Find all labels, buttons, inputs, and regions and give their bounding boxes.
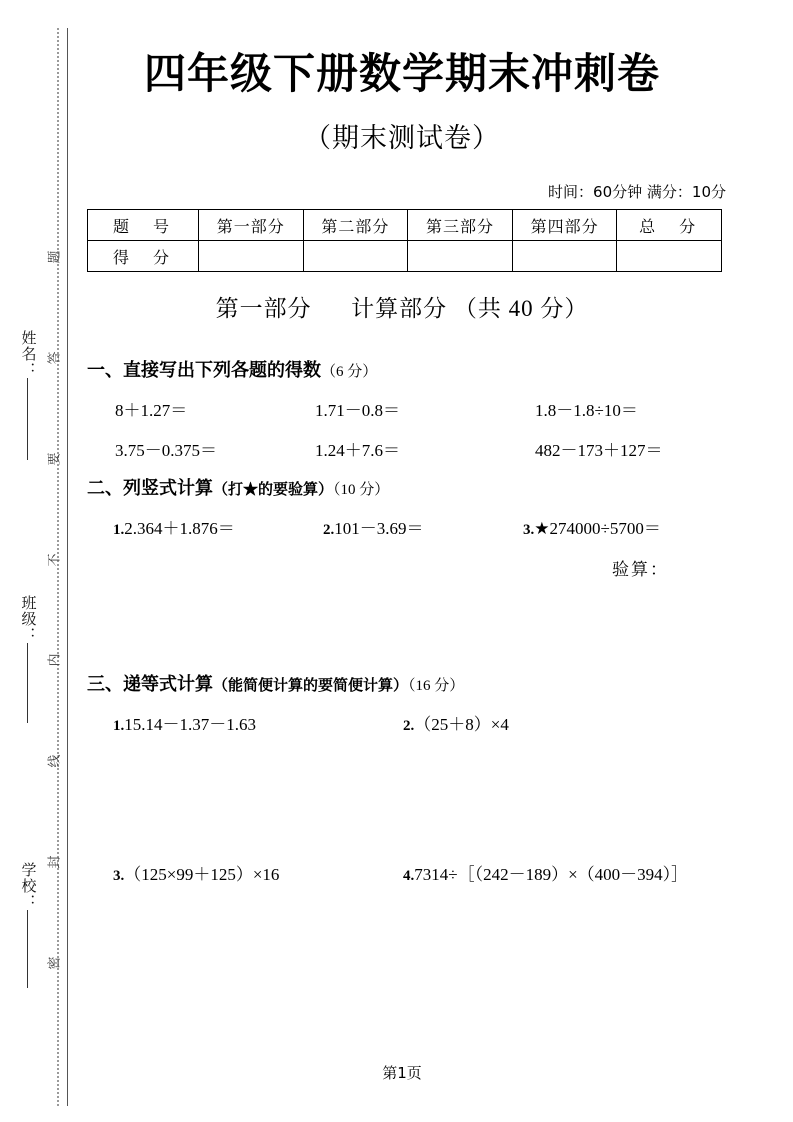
score-cell[interactable] xyxy=(303,241,408,272)
seal-char: 要 xyxy=(46,452,62,466)
question-3-row xyxy=(87,712,787,739)
score-table-row-label: 得 分 xyxy=(88,241,199,272)
exercise-item[interactable] xyxy=(323,516,523,543)
student-school-field[interactable] xyxy=(14,862,40,988)
score-cell[interactable] xyxy=(408,241,513,272)
verify-label: 验算： xyxy=(612,560,669,579)
question-block-1 xyxy=(87,358,787,464)
question-3-heading xyxy=(87,672,787,698)
page-subtitle: （期末测试卷） xyxy=(304,123,500,154)
student-school-rule xyxy=(27,910,28,988)
exercise-number: 2. xyxy=(403,718,415,734)
exercise-item[interactable]: 1.8－1.8÷10＝ xyxy=(535,401,638,420)
seal-margin xyxy=(0,0,72,1122)
question-3-note: （能简便计算的要简便计算） xyxy=(213,678,409,694)
exercise-item[interactable] xyxy=(87,516,323,543)
seal-vertical-text xyxy=(44,250,66,970)
exercise-item[interactable] xyxy=(403,712,703,739)
exercise-item[interactable]: 8＋1.27＝ xyxy=(115,401,188,420)
question-1-row xyxy=(87,438,787,464)
seal-char: 线 xyxy=(46,754,62,768)
exercise-expression: 101－3.69＝ xyxy=(334,519,424,538)
exercise-number: 3. xyxy=(113,868,125,884)
seal-char: 内 xyxy=(46,653,62,667)
table-row xyxy=(88,241,722,272)
exercise-expression: （125×99＋125）×16 xyxy=(124,865,280,884)
exercise-expression: ★274000÷5700＝ xyxy=(534,519,661,538)
question-2-title: 列竖式计算 xyxy=(123,478,213,498)
exercise-item[interactable] xyxy=(403,862,703,889)
exercise-expression: （25＋8）×4 xyxy=(414,715,509,734)
seal-solid-rule xyxy=(67,28,68,1106)
question-block-3 xyxy=(87,672,787,739)
question-1-points: （6 分） xyxy=(321,364,378,380)
seal-char: 不 xyxy=(46,553,62,567)
score-cell[interactable] xyxy=(512,241,617,272)
exercise-item[interactable] xyxy=(87,862,403,889)
seal-char: 封 xyxy=(46,855,62,869)
part-heading xyxy=(72,294,732,324)
question-1-row xyxy=(87,398,787,424)
exercise-item[interactable]: 1.24＋7.6＝ xyxy=(315,441,400,460)
student-class-rule xyxy=(27,643,28,723)
part-points: （共 40 分） xyxy=(453,296,589,321)
student-school-label: 学校： xyxy=(19,862,36,910)
exercise-number: 1. xyxy=(113,718,125,734)
exercise-item[interactable]: 482－173＋127＝ xyxy=(535,441,663,460)
seal-char: 答 xyxy=(46,351,62,365)
score-table-column-header: 总 分 xyxy=(617,210,722,241)
exercise-item[interactable]: 3.75－0.375＝ xyxy=(115,441,217,460)
score-table xyxy=(87,209,722,272)
question-3-title: 递等式计算 xyxy=(123,674,213,694)
score-table-column-header: 第二部分 xyxy=(303,210,408,241)
question-3-row-2 xyxy=(87,862,787,889)
student-name-label: 姓名： xyxy=(19,330,36,378)
student-name-field[interactable] xyxy=(14,330,40,460)
exercise-item[interactable] xyxy=(523,516,773,543)
part-name: 计算部分 xyxy=(351,296,448,321)
student-class-label: 班级： xyxy=(19,595,36,643)
exercise-number: 2. xyxy=(323,522,335,538)
exercise-number: 1. xyxy=(113,522,125,538)
question-2-index: 二、 xyxy=(87,478,123,498)
exercise-expression: 15.14－1.37－1.63 xyxy=(124,715,256,734)
exam-meta-info: 时间：60分钟 满分：10分 xyxy=(548,183,726,201)
question-1-index: 一、 xyxy=(87,360,123,380)
score-table-column-header: 第一部分 xyxy=(199,210,304,241)
score-cell[interactable] xyxy=(199,241,304,272)
score-cell[interactable] xyxy=(617,241,722,272)
exercise-number: 4. xyxy=(403,868,415,884)
student-name-rule xyxy=(27,378,28,460)
table-row xyxy=(88,210,722,241)
question-1-heading xyxy=(87,358,787,384)
page-title: 四年级下册数学期末冲刺卷 xyxy=(143,49,660,98)
exercise-item[interactable]: 1.71－0.8＝ xyxy=(315,401,400,420)
question-2-row xyxy=(87,516,787,543)
student-class-field[interactable] xyxy=(14,595,40,723)
question-1-title: 直接写出下列各题的得数 xyxy=(123,360,321,380)
exercise-number: 3. xyxy=(523,522,535,538)
seal-char: 题 xyxy=(46,250,62,264)
question-3-row xyxy=(87,862,787,889)
exam-page-body xyxy=(72,0,793,1122)
question-3-points: （16 分） xyxy=(408,678,465,694)
score-table-row-label: 题 号 xyxy=(88,210,199,241)
question-2-note: （打★的要验算） xyxy=(213,482,334,498)
seal-char: 密 xyxy=(46,956,62,970)
question-2-points: （10 分） xyxy=(333,482,390,498)
question-3-index: 三、 xyxy=(87,674,123,694)
exercise-item[interactable] xyxy=(87,712,403,739)
part-label: 第一部分 xyxy=(215,296,312,321)
question-block-2 xyxy=(87,476,787,543)
score-table-column-header: 第四部分 xyxy=(512,210,617,241)
page-footer: 第1页 xyxy=(382,1064,422,1082)
exercise-expression: 2.364＋1.876＝ xyxy=(124,519,235,538)
score-table-column-header: 第三部分 xyxy=(408,210,513,241)
exercise-expression: 7314÷［（242－189）×（400－394）］ xyxy=(414,865,689,884)
question-2-heading xyxy=(87,476,787,502)
